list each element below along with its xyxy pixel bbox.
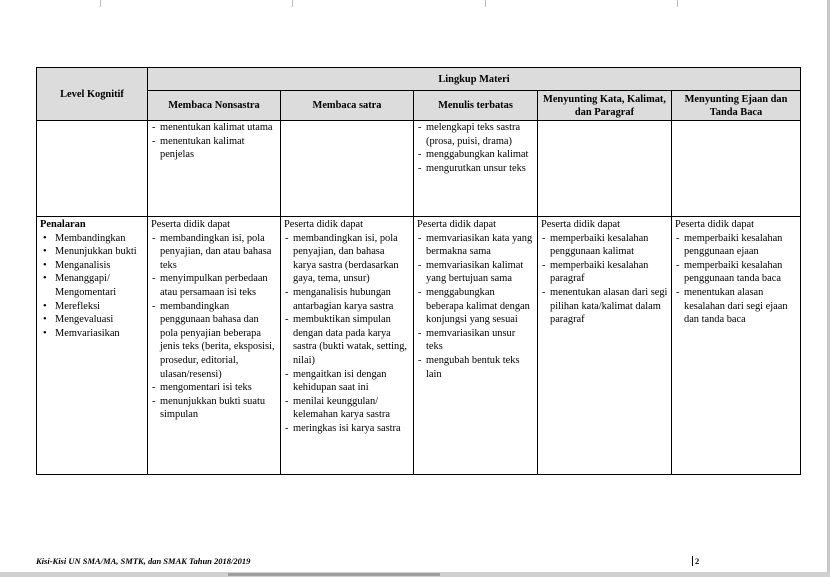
list-item: - membuktikan simpulan dengan data pada karya sastra (bukti watak, setting, nilai) <box>284 313 410 367</box>
list-item: - menentukan alasan dari segi pilihan kata/kalimat dalam paragraf <box>541 286 668 327</box>
list-item: - menentukan alasan kesalahan dari segi ejaan dan tanda baca <box>675 286 797 327</box>
list-item: • Memvariasikan <box>40 327 144 341</box>
horizontal-scrollbar[interactable] <box>0 572 830 577</box>
table-row <box>37 217 801 475</box>
col-header-menulis-terbatas: Menulis terbatas <box>414 91 538 121</box>
kisi-kisi-table <box>36 67 801 475</box>
table-cell <box>414 121 538 217</box>
list-item: - memvariasikan kata yang bermakna sama <box>417 232 534 259</box>
col-header-membaca-satra: Membaca satra <box>281 91 414 121</box>
list-item: - melengkapi teks sastra (prosa, puisi, drama) <box>417 121 534 148</box>
table-cell <box>672 217 801 475</box>
table-cell <box>37 217 148 475</box>
list-item: - menggabungkan beberapa kalimat dengan konjungsi yang sesuai <box>417 286 534 327</box>
list-item: - memperbaiki kesalahan penggunaan kalimat <box>541 232 668 259</box>
list-item: - meringkas isi karya sastra <box>284 422 410 436</box>
col-header-membaca-nonsastra: Membaca Nonsastra <box>148 91 281 121</box>
list-item: - menilai keunggulan/ kelemahan karya sastra <box>284 395 410 422</box>
table-cell <box>538 121 672 217</box>
lingkup-materi-header: Lingkup Materi <box>148 68 801 91</box>
intro-text: Peserta didik dapat <box>417 219 497 230</box>
table-cell <box>281 217 414 475</box>
table-cell <box>148 121 281 217</box>
intro-text: Peserta didik dapat <box>284 219 364 230</box>
footer-title: Kisi-Kisi UN SMA/MA, SMTK, dan SMAK Tahun 2018/2019 <box>36 556 251 566</box>
col-header-menyunting-ejaan: Menyunting Ejaan dan Tanda Baca <box>672 91 801 121</box>
list-item: • Menunjukkan bukti <box>40 245 144 259</box>
intro-text: Peserta didik dapat <box>675 219 755 230</box>
list-item: - mengomentari isi teks <box>151 381 277 395</box>
list-item: - memperbaiki kesalahan penggunaan ejaan <box>675 232 797 259</box>
list-item: - mengaitkan isi dengan kehidupan saat ini <box>284 368 410 395</box>
list-item: - menggabungkan kalimat <box>417 148 534 162</box>
list-item: • Menganalisis <box>40 259 144 273</box>
list-item: - menentukan kalimat utama <box>151 121 277 135</box>
table-cell <box>37 121 148 217</box>
list-item: - menunjukkan bukti suatu simpulan <box>151 395 277 422</box>
page-number <box>692 556 699 566</box>
table-cell <box>672 121 801 217</box>
list-item: - memperbaiki kesalahan paragraf <box>541 259 668 286</box>
table-cell <box>414 217 538 475</box>
scrollbar-thumb[interactable] <box>228 573 440 576</box>
list-item: - menyimpulkan perbedaan atau persamaan isi teks <box>151 272 277 299</box>
list-item: • Mengevaluasi <box>40 313 144 327</box>
list-item: - menganalisis hubungan antarbagian karya sastra <box>284 286 410 313</box>
table-cell <box>281 121 414 217</box>
list-item: - mengubah bentuk teks lain <box>417 354 534 381</box>
list-item: - memvariasikan unsur teks <box>417 327 534 354</box>
list-item: - membandingkan penggunaan bahasa dan pola penyajian beberapa jenis teks (berita, eksposisi, prosedur, editorial, ulasan/resensi) <box>151 300 277 382</box>
table-cell <box>148 217 281 475</box>
list-item: - mengurutkan unsur teks <box>417 162 534 176</box>
penalaran-title: Penalaran <box>40 219 86 230</box>
list-item: - memperbaiki kesalahan penggunaan tanda baca <box>675 259 797 286</box>
list-item: • Menanggapi/ Mengomentari <box>40 272 144 299</box>
level-kognitif-header: Level Kognitif <box>37 68 148 121</box>
list-item: • Membandingkan <box>40 232 144 246</box>
intro-text: Peserta didik dapat <box>541 219 621 230</box>
intro-text: Peserta didik dapat <box>151 219 231 230</box>
list-item: • Merefleksi <box>40 300 144 314</box>
list-item: - memvariasikan kalimat yang bertujuan sama <box>417 259 534 286</box>
list-item: - membandingkan isi, pola penyajian, dan atau bahasa teks <box>151 232 277 273</box>
table-row <box>37 121 801 217</box>
list-item: - menentukan kalimat penjelas <box>151 135 277 162</box>
col-header-menyunting-kata: Menyunting Kata, Kalimat, dan Paragraf <box>538 91 672 121</box>
table-cell <box>538 217 672 475</box>
page-number-value: 2 <box>695 556 700 566</box>
viewer-top-edge <box>0 0 830 8</box>
list-item: - membandingkan isi, pola penyajian, dan bahasa karya sastra (berdasarkan gaya, tema, unsur) <box>284 232 410 286</box>
